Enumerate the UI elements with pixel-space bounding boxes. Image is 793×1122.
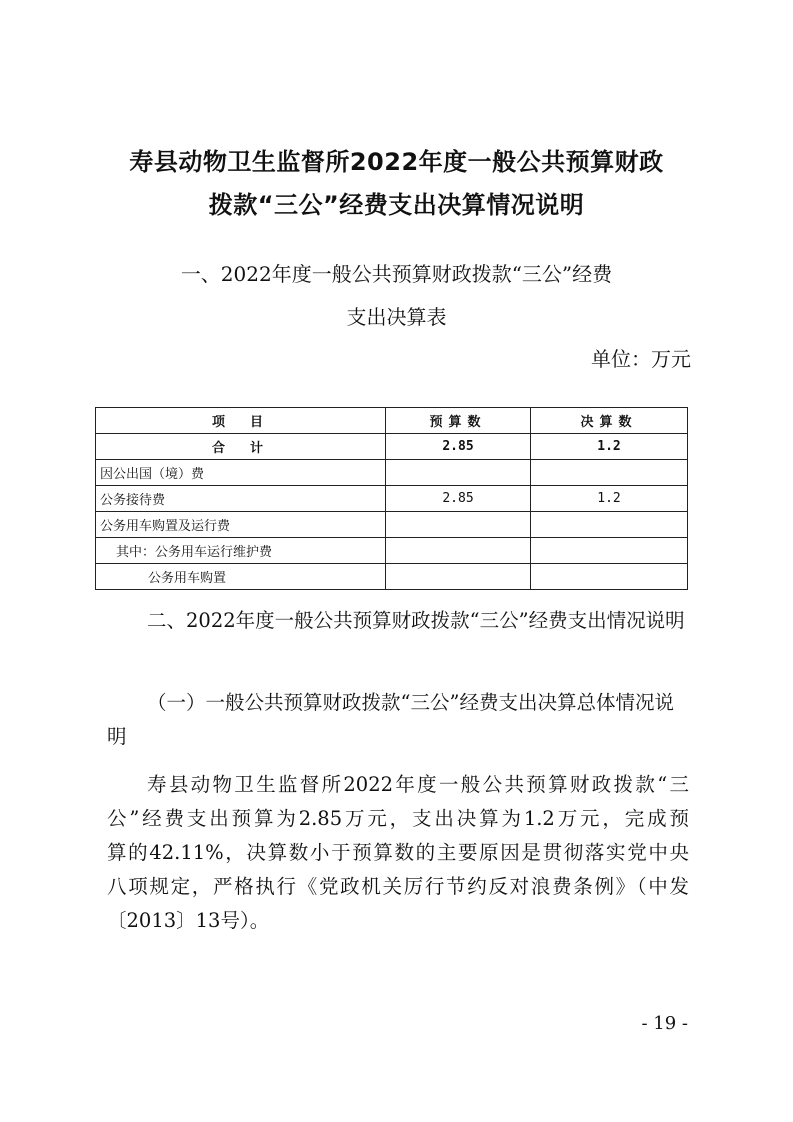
body-line: 〔2013〕13号）。: [107, 909, 270, 932]
header-budget: 预算数: [386, 408, 531, 434]
body-line: 八项规定，严格执行《党政机关厉行节约反对浪费条例》（中发: [107, 875, 689, 898]
section-2-body: [107, 768, 689, 938]
section-1-heading-line-1: 一、2022年度一般公共预算财政拨款“三公”经费: [180, 262, 613, 286]
table-row: [96, 486, 688, 512]
table-header-row: [96, 408, 688, 434]
document-title-line-1: 寿县动物卫生监督所2022年度一般公共预算财政: [129, 148, 664, 176]
document-title-line-2: 拨款“三公”经费支出决算情况说明: [208, 191, 585, 219]
row-label: 其中：公务用车运行维护费: [96, 538, 386, 564]
row-budget: [386, 512, 531, 538]
total-actual: 1.2: [531, 434, 688, 460]
body-line: 公”经费支出预算为2.85万元，支出决算为1.2万元，完成预: [107, 807, 689, 830]
row-actual: 1.2: [531, 486, 688, 512]
row-label: 公务用车购置及运行费: [96, 512, 386, 538]
section-1-heading-line-2: 支出决算表: [346, 305, 447, 329]
total-label: 合 计: [96, 434, 386, 460]
row-budget: [386, 564, 531, 590]
table-row: [96, 460, 688, 486]
row-budget: [386, 538, 531, 564]
row-label: 因公出国（境）费: [96, 460, 386, 486]
section-2-heading: [107, 604, 689, 638]
body-line: 寿县动物卫生监督所2022年度一般公共预算财政拨款“三: [147, 773, 689, 796]
total-budget: 2.85: [386, 434, 531, 460]
section-2-subheading: （一）一般公共预算财政拨款“三公”经费支出决算总体情况说明: [107, 691, 674, 748]
header-item: 项 目: [96, 408, 386, 434]
page-number: - 19 -: [641, 1013, 688, 1034]
row-actual: [531, 538, 688, 564]
row-budget: 2.85: [386, 486, 531, 512]
three-public-expenses-table: [95, 407, 688, 590]
table-row: [96, 564, 688, 590]
row-budget: [386, 460, 531, 486]
table-row: [96, 512, 688, 538]
row-actual: [531, 460, 688, 486]
row-label: 公务接待费: [96, 486, 386, 512]
table-row: [96, 538, 688, 564]
row-label: 公务用车购置: [96, 564, 386, 590]
row-actual: [531, 564, 688, 590]
table-total-row: [96, 434, 688, 460]
section-2-heading-text: 二、2022年度一般公共预算财政拨款“三公”经费支出情况说明: [147, 609, 685, 632]
header-actual: 决算数: [531, 408, 688, 434]
body-line: 算的42.11%，决算数小于预算数的主要原因是贯彻落实党中央: [107, 841, 689, 864]
unit-label: 单位：万元: [591, 347, 691, 371]
row-actual: [531, 512, 688, 538]
